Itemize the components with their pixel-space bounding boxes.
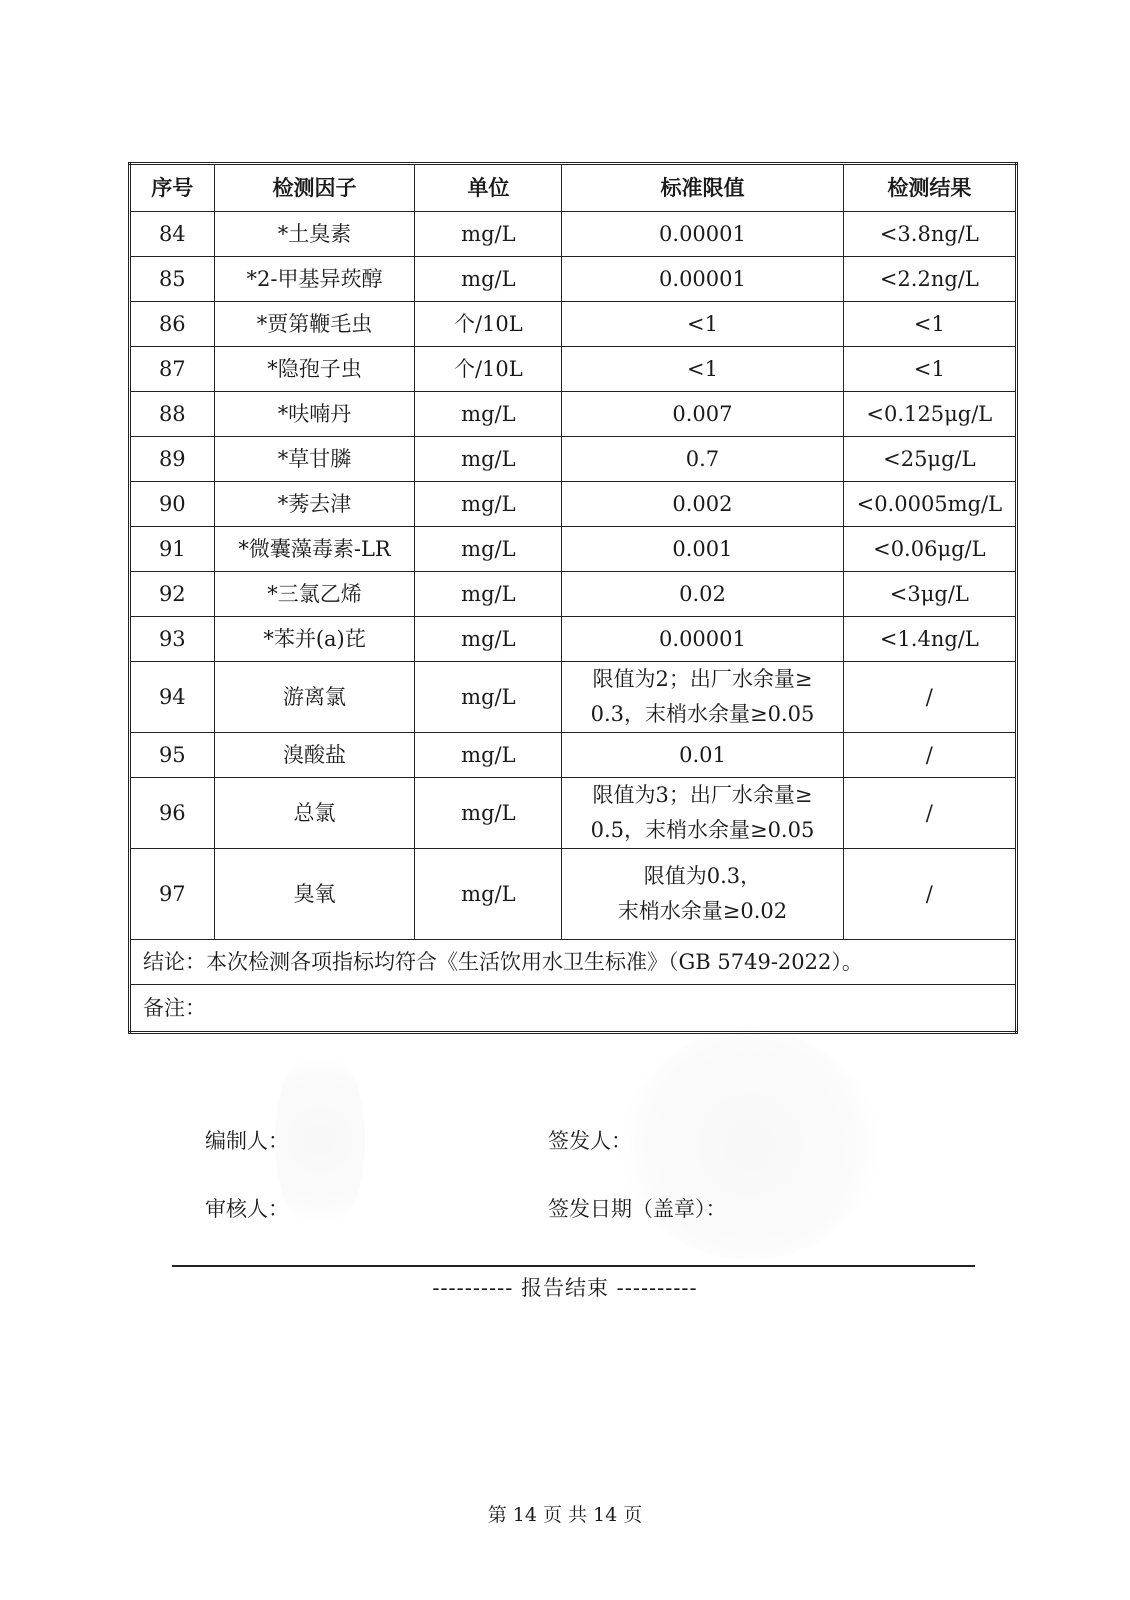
cell-factor: *呋喃丹 [214, 392, 415, 437]
cell-unit: mg/L [415, 662, 562, 733]
cell-result: / [843, 733, 1016, 778]
cell-factor: *贾第鞭毛虫 [214, 302, 415, 347]
cell-no: 94 [130, 662, 215, 733]
header-limit: 标准限值 [562, 164, 843, 212]
table-row [130, 572, 1017, 617]
cell-limit [562, 662, 843, 733]
end-divider [172, 1265, 975, 1267]
cell-factor: *2-甲基异莰醇 [214, 257, 415, 302]
cell-no: 89 [130, 437, 215, 482]
cell-unit: mg/L [415, 482, 562, 527]
table-header-row [130, 164, 1017, 212]
cell-result: <0.06μg/L [843, 527, 1016, 572]
cell-factor: *土臭素 [214, 212, 415, 257]
cell-limit [562, 778, 843, 849]
cell-unit: mg/L [415, 527, 562, 572]
table-row [130, 212, 1017, 257]
cell-factor: *苯并(a)芘 [214, 617, 415, 662]
cell-no: 88 [130, 392, 215, 437]
cell-result: <25μg/L [843, 437, 1016, 482]
cell-no: 97 [130, 849, 215, 940]
cell-factor: *微囊藻毒素-LR [214, 527, 415, 572]
cell-unit: mg/L [415, 617, 562, 662]
conclusion-row [130, 940, 1017, 985]
table-row [130, 778, 1017, 849]
cell-unit: mg/L [415, 437, 562, 482]
table-row [130, 437, 1017, 482]
cell-unit: mg/L [415, 212, 562, 257]
cell-result: <1.4ng/L [843, 617, 1016, 662]
cell-limit: 0.00001 [562, 212, 843, 257]
cell-no: 91 [130, 527, 215, 572]
cell-limit: 0.002 [562, 482, 843, 527]
table-row [130, 347, 1017, 392]
cell-factor: 溴酸盐 [214, 733, 415, 778]
cell-limit: 0.007 [562, 392, 843, 437]
cell-result: <0.0005mg/L [843, 482, 1016, 527]
test-results-table [128, 162, 1018, 1034]
cell-no: 96 [130, 778, 215, 849]
cell-factor: 游离氯 [214, 662, 415, 733]
cell-result: <2.2ng/L [843, 257, 1016, 302]
cell-limit: 0.02 [562, 572, 843, 617]
header-no: 序号 [130, 164, 215, 212]
cell-no: 87 [130, 347, 215, 392]
stamp-right [620, 1030, 880, 1260]
cell-result: / [843, 849, 1016, 940]
table-row [130, 482, 1017, 527]
report-end-text: ---------- 报告结束 ---------- [432, 1276, 698, 1300]
remark-text: 备注： [130, 985, 1017, 1033]
issue-date-label: 签发日期（盖章）： [548, 1197, 727, 1221]
cell-unit: mg/L [415, 257, 562, 302]
cell-result: <3μg/L [843, 572, 1016, 617]
cell-unit: mg/L [415, 572, 562, 617]
cell-limit [562, 849, 843, 940]
cell-no: 86 [130, 302, 215, 347]
cell-limit: <1 [562, 347, 843, 392]
cell-limit: 0.01 [562, 733, 843, 778]
cell-result: / [843, 662, 1016, 733]
cell-no: 85 [130, 257, 215, 302]
cell-unit: mg/L [415, 778, 562, 849]
cell-unit: mg/L [415, 733, 562, 778]
table-row [130, 662, 1017, 733]
table-row [130, 392, 1017, 437]
reviewer-label: 审核人： [205, 1197, 289, 1221]
cell-limit: 0.001 [562, 527, 843, 572]
remark-row [130, 985, 1017, 1033]
compiler-label: 编制人： [205, 1129, 289, 1153]
cell-no: 95 [130, 733, 215, 778]
cell-factor: 臭氧 [214, 849, 415, 940]
cell-result: <3.8ng/L [843, 212, 1016, 257]
cell-no: 93 [130, 617, 215, 662]
cell-limit: <1 [562, 302, 843, 347]
cell-no: 90 [130, 482, 215, 527]
cell-limit-text: 限值为2；出厂水余量≥ 0.3，末梢水余量≥0.05 [590, 667, 815, 726]
table-row [130, 849, 1017, 940]
cell-limit: 0.00001 [562, 617, 843, 662]
cell-factor: *莠去津 [214, 482, 415, 527]
cell-result: <1 [843, 302, 1016, 347]
header-result: 检测结果 [843, 164, 1016, 212]
cell-factor: 总氯 [214, 778, 415, 849]
cell-unit: mg/L [415, 392, 562, 437]
cell-no: 92 [130, 572, 215, 617]
cell-no: 84 [130, 212, 215, 257]
cell-unit: 个/10L [415, 302, 562, 347]
header-factor: 检测因子 [214, 164, 415, 212]
cell-result: <1 [843, 347, 1016, 392]
conclusion-text: 结论：本次检测各项指标均符合《生活饮用水卫生标准》（GB 5749-2022）。 [130, 940, 1017, 985]
cell-limit: 0.7 [562, 437, 843, 482]
page-footer: 第 14 页 共 14 页 [487, 1504, 643, 1526]
table-row [130, 257, 1017, 302]
cell-factor: *三氯乙烯 [214, 572, 415, 617]
cell-unit: 个/10L [415, 347, 562, 392]
cell-result: <0.125μg/L [843, 392, 1016, 437]
header-unit: 单位 [415, 164, 562, 212]
cell-limit-text: 限值为0.3， 末梢水余量≥0.02 [617, 864, 788, 923]
cell-limit-text: 限值为3；出厂水余量≥ 0.5，末梢水余量≥0.05 [590, 783, 815, 842]
table-row [130, 527, 1017, 572]
cell-unit: mg/L [415, 849, 562, 940]
table-row [130, 302, 1017, 347]
cell-factor: *草甘膦 [214, 437, 415, 482]
issuer-label: 签发人： [548, 1129, 632, 1153]
cell-result: / [843, 778, 1016, 849]
cell-factor: *隐孢子虫 [214, 347, 415, 392]
cell-limit: 0.00001 [562, 257, 843, 302]
table-row [130, 733, 1017, 778]
table-row [130, 617, 1017, 662]
